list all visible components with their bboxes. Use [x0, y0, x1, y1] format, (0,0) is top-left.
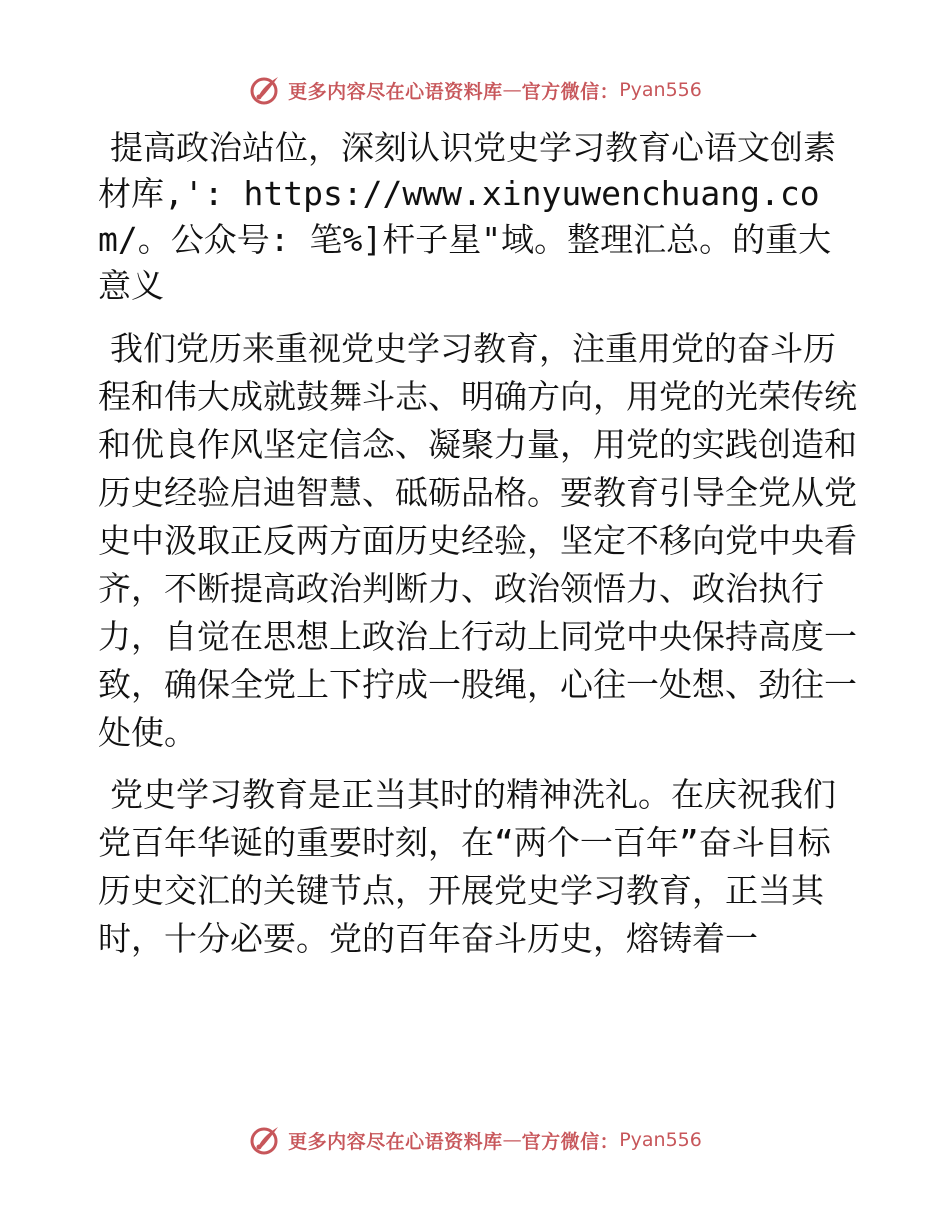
quill-logo-icon — [248, 73, 282, 107]
watermark-text: 更多内容尽在心语资料库 — [288, 80, 503, 103]
footer-watermark — [0, 1120, 950, 1160]
paragraph-3: 党史学习教育是正当其时的精神洗礼。在庆祝我们党百年华诞的重要时刻，在“两个一百年”奋斗目标历史交汇的关键节点，开展党史学习教育，正当其时，十分必要。党的百年奋斗历史，熔铸着一 — [98, 775, 836, 958]
paragraph-1: 提高政治站位，深刻认识党史学习教育心语文创素材库,': https://www.xinyuwenchuang.com/。公众号: 笔%]杆子星"域。整理汇总。的重大意义 — [98, 128, 836, 305]
watermark-dash: — — [502, 1129, 522, 1151]
watermark-text: 更多内容尽在心语资料库 — [288, 1130, 503, 1153]
document-body — [98, 125, 858, 977]
header-watermark — [0, 70, 950, 110]
quill-logo-icon — [248, 1123, 282, 1157]
watermark-dash: — — [502, 79, 522, 101]
paragraph-2: 我们党历来重视党史学习教育，注重用党的奋斗历程和伟大成就鼓舞斗志、明确方向，用党的光荣传统和优良作风坚定信念、凝聚力量，用党的实践创造和历史经验启迪智慧、砥砺品格。要教育引导全党从党史中汲取正反两方面历史经验，坚定不移向党中央看齐，不断提高政治判断力、政治领悟力、政治执行力，自觉在思想上政治上行动上同党中央保持高度一致，确保全党上下拧成一股绳，心往一处想、劲往一处使。 — [98, 329, 857, 752]
watermark-label: 官方微信： — [521, 1130, 620, 1153]
watermark-id: Pyan556 — [619, 1129, 702, 1151]
watermark-id: Pyan556 — [619, 79, 702, 101]
watermark-label: 官方微信： — [521, 80, 620, 103]
